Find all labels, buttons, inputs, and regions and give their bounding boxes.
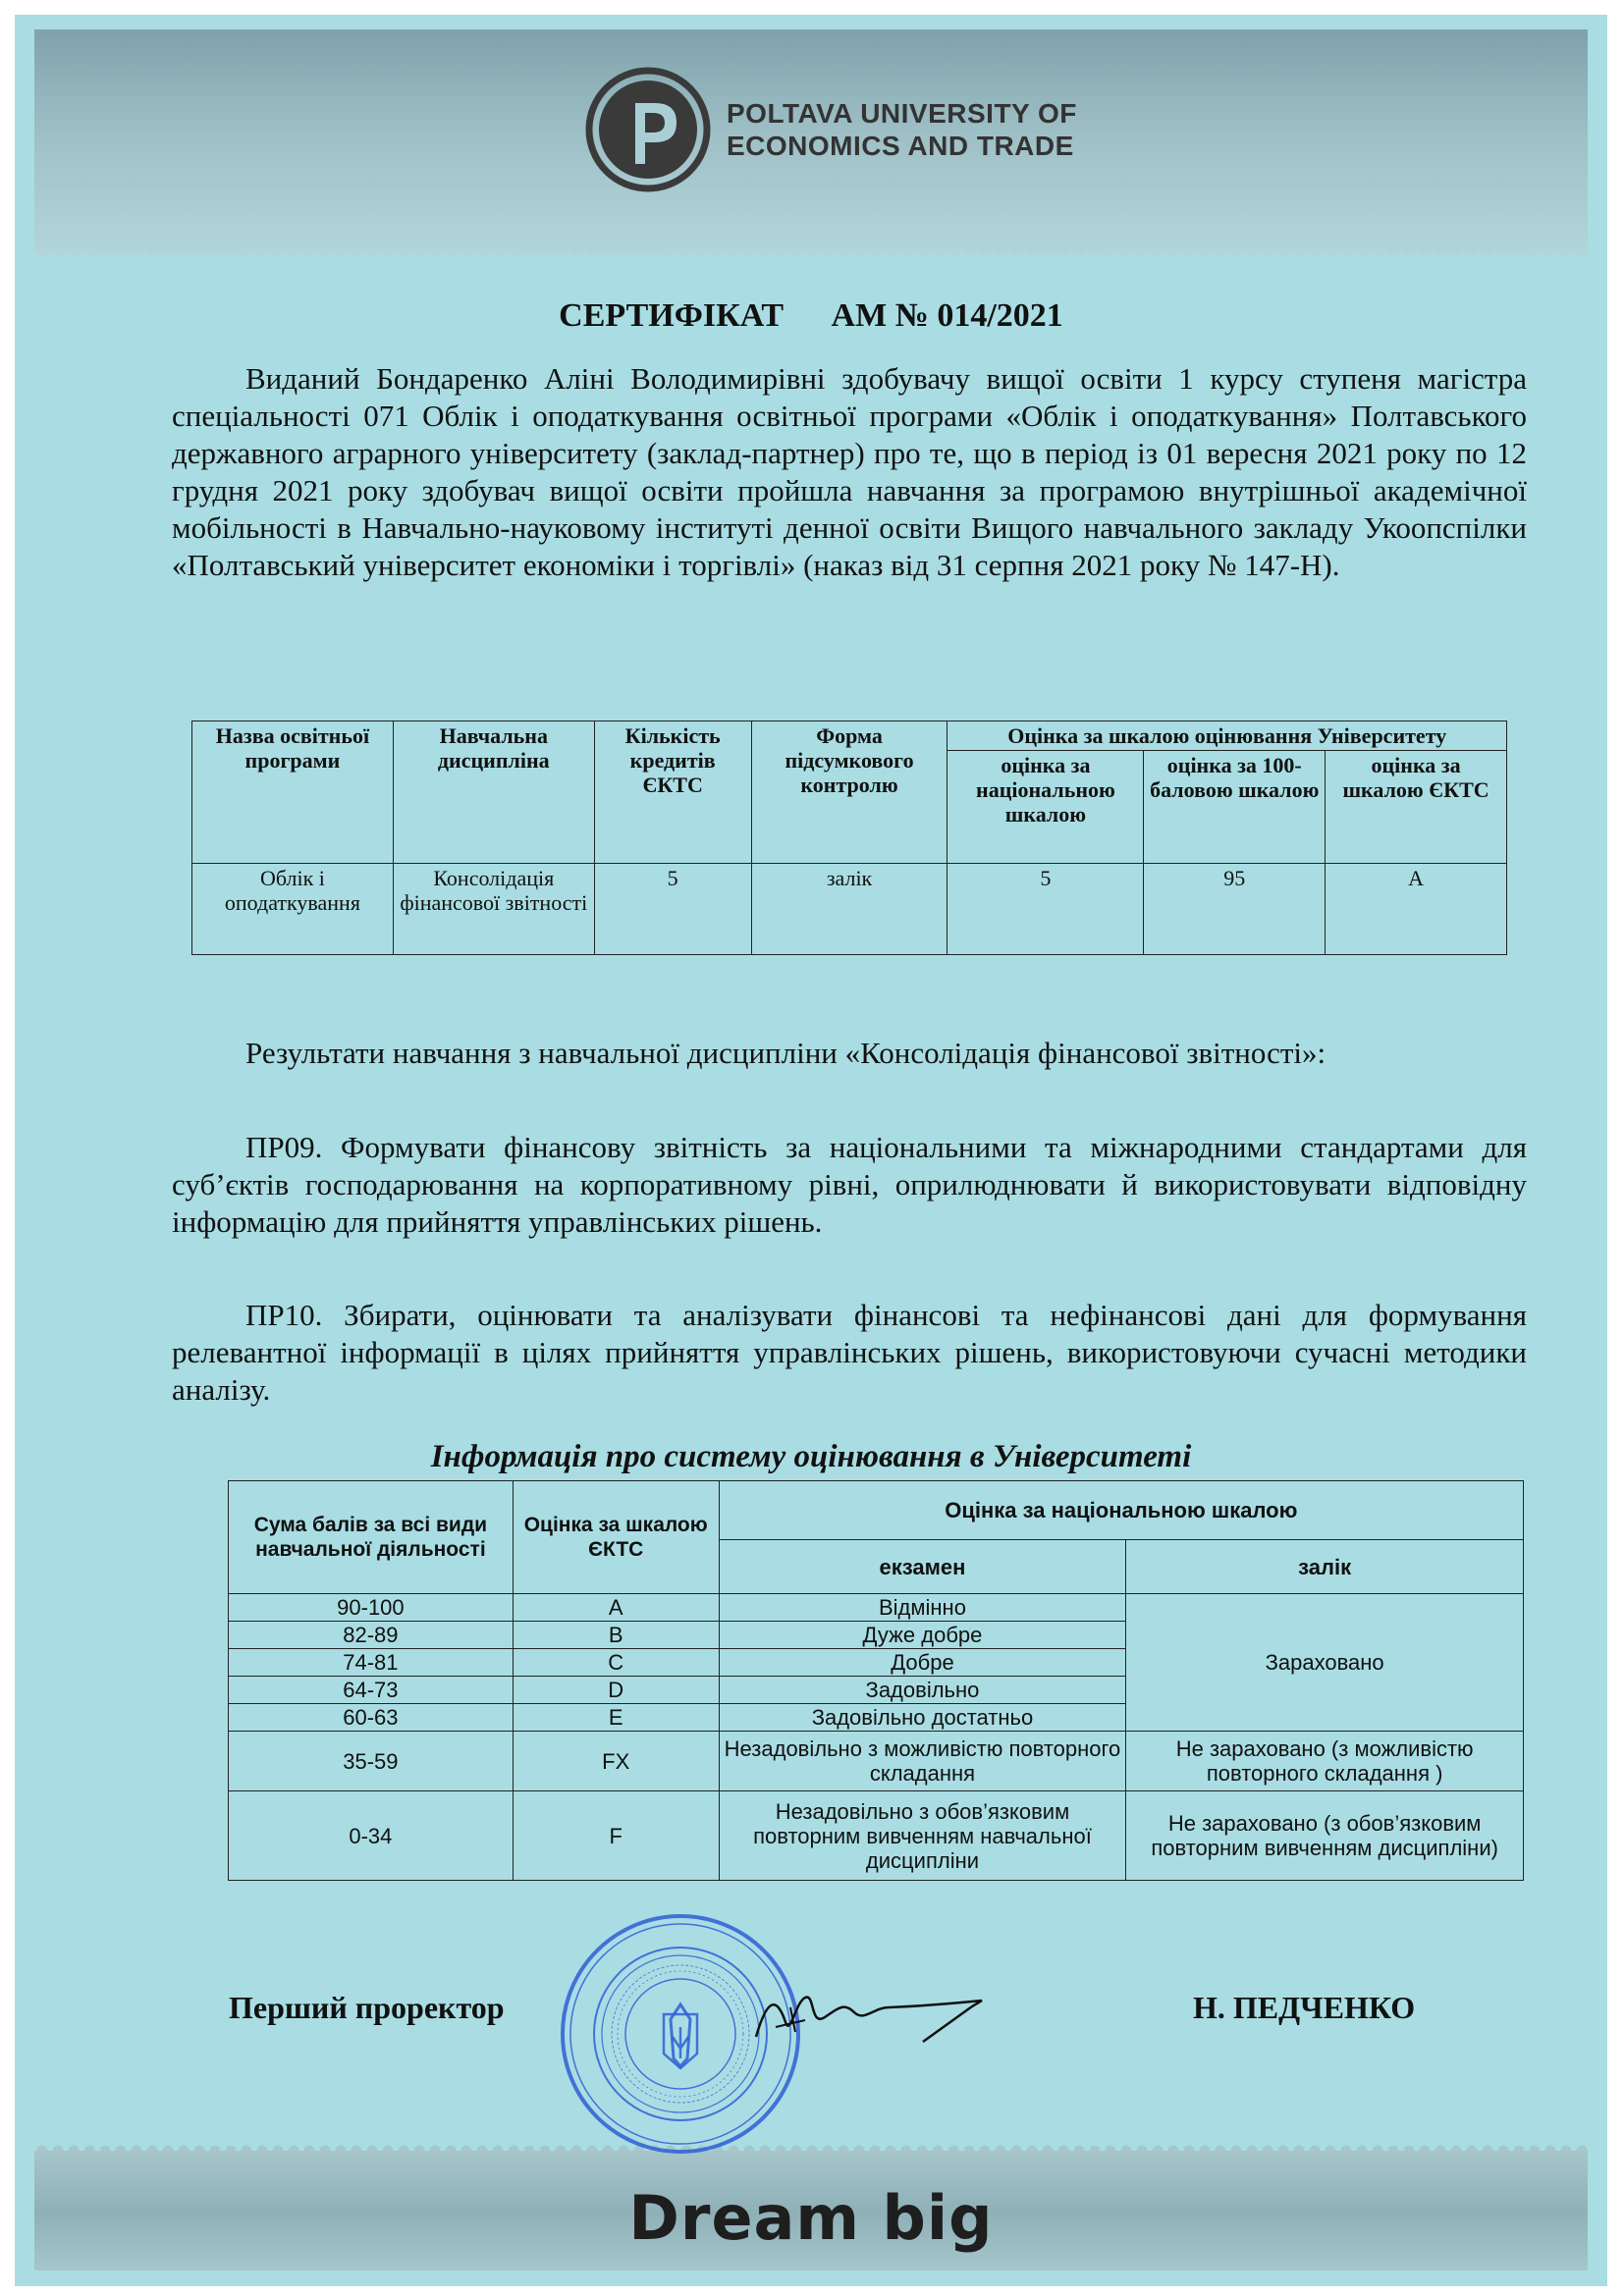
cell-ects: D xyxy=(513,1677,719,1704)
outcome-text: ПР10. Збирати, оцінювати та аналізувати фінансові та нефінансові дані для формування релевантної інформації в цілях прийняття управлінських рішень, використовуючи сучасні методики аналізу. xyxy=(172,1298,1527,1407)
cell-hundred: 95 xyxy=(1144,864,1326,955)
header-control-form: Форма підсумкового контролю xyxy=(751,721,947,864)
signatory-position: Перший проректор xyxy=(229,1990,505,2025)
footer-slogan: Dream big xyxy=(628,2182,994,2254)
band-edge xyxy=(34,252,1588,268)
cell-points: 90-100 xyxy=(229,1594,514,1622)
cell-points: 0-34 xyxy=(229,1791,514,1881)
intro-paragraph xyxy=(172,360,1527,584)
intro-text: Виданий Бондаренко Аліні Володимирівні здобувачу вищої освіти 1 курсу ступеня магістра спеціальності 071 Облік і оподаткування освітньої програми «Облік і оподаткування» Полтавського державного аграрного університету (заклад-партнер) про те, що в період із 01 вересня 2021 року по 12 грудня 2021 року здобувач вищої освіти пройшла навчання за програмою внутрішньої академічної мобільності в Навчально-науковому інституті денної освіти Вищого навчального закладу Укоопспілки «Полтавський університет економіки і торгівлі» (наказ від 31 серпня 2021 року № 147-Н). xyxy=(172,361,1527,582)
header-national: Оцінка за національною шкалою xyxy=(719,1481,1523,1540)
table-row xyxy=(229,1791,1524,1881)
certificate-title xyxy=(15,297,1607,335)
cell-exam: Незадовільно з обов’язковим повторним вивченням навчальної дисципліни xyxy=(719,1791,1126,1881)
table-header-row xyxy=(192,721,1507,751)
cell-points: 60-63 xyxy=(229,1704,514,1732)
cell-ects: B xyxy=(513,1622,719,1649)
cell-control-form: залік xyxy=(751,864,947,955)
header-exam: екзамен xyxy=(719,1540,1126,1594)
header-national: оцінка за національною шкалою xyxy=(947,751,1144,864)
course-table xyxy=(191,721,1507,955)
cell-ects: FX xyxy=(513,1732,719,1791)
cell-ects: A xyxy=(513,1594,719,1622)
table-row xyxy=(229,1594,1524,1622)
header-discipline: Навчальна дисципліна xyxy=(393,721,594,864)
certificate-page xyxy=(15,15,1607,2286)
cell-points: 64-73 xyxy=(229,1677,514,1704)
band-edge xyxy=(34,2135,1588,2151)
header-credit: залік xyxy=(1126,1540,1524,1594)
university-name-line2: ECONOMICS AND TRADE xyxy=(727,131,1074,161)
cell-ects: F xyxy=(513,1791,719,1881)
header-points: Сума балів за всі види навчальної діяльності xyxy=(229,1481,514,1594)
cell-ects: C xyxy=(513,1649,719,1677)
results-intro-text: Результати навчання з навчальної дисципліни «Консолідація фінансової звітності»: xyxy=(245,1036,1326,1070)
header-ects: Оцінка за шкалою ЄКТС xyxy=(513,1481,719,1594)
signature-icon xyxy=(746,1983,992,2052)
cell-discipline: Консолідація фінансової звітності xyxy=(393,864,594,955)
header-grade-group: Оцінка за шкалою оцінювання Університету xyxy=(947,721,1507,751)
cell-exam: Задовільно xyxy=(719,1677,1126,1704)
results-intro xyxy=(172,1035,1527,1072)
cell-credit-passed: Зараховано xyxy=(1126,1594,1524,1732)
header-hundred: оцінка за 100-баловою шкалою xyxy=(1144,751,1326,864)
university-name xyxy=(727,97,1077,162)
cell-national: 5 xyxy=(947,864,1144,955)
header-credits: Кількість кредитів ЄКТС xyxy=(594,721,751,864)
header-ects: оцінка за шкалою ЄКТС xyxy=(1326,751,1507,864)
cell-exam: Відмінно xyxy=(719,1594,1126,1622)
cell-points: 35-59 xyxy=(229,1732,514,1791)
cell-exam: Дуже добре xyxy=(719,1622,1126,1649)
university-logo-icon xyxy=(584,66,712,193)
cell-exam: Добре xyxy=(719,1649,1126,1677)
table-header-row xyxy=(229,1481,1524,1540)
outcome-pr09 xyxy=(172,1129,1527,1241)
cell-ects: A xyxy=(1326,864,1507,955)
cell-program: Облік і оподаткування xyxy=(192,864,394,955)
cell-points: 74-81 xyxy=(229,1649,514,1677)
header-program: Назва освітньої програми xyxy=(192,721,394,864)
grading-table xyxy=(228,1480,1524,1881)
cell-points: 82-89 xyxy=(229,1622,514,1649)
certificate-number: АМ № 014/2021 xyxy=(831,297,1063,334)
cell-ects: E xyxy=(513,1704,719,1732)
cell-credit: Не зараховано (з обов’язковим повторним вивченням дисципліни) xyxy=(1126,1791,1524,1881)
table-row xyxy=(192,864,1507,955)
cell-exam: Задовільно достатньо xyxy=(719,1704,1126,1732)
cell-credits: 5 xyxy=(594,864,751,955)
cell-credit: Не зараховано (з можливістю повторного складання ) xyxy=(1126,1732,1524,1791)
outcome-text: ПР09. Формувати фінансову звітність за національними та міжнародними стандартами для суб’єктів господарювання на корпоративному рівні, оприлюднювати й використовувати відповідну інформацію для прийняття управлінських рішень. xyxy=(172,1130,1527,1239)
certificate-title-word: СЕРТИФІКАТ xyxy=(559,297,785,334)
cell-exam: Незадовільно з можливістю повторного складання xyxy=(719,1732,1126,1791)
outcome-pr10 xyxy=(172,1297,1527,1409)
grading-table-caption: Інформація про систему оцінювання в Університеті xyxy=(430,1439,1192,1474)
table-row xyxy=(229,1732,1524,1791)
signatory-name: Н. ПЕДЧЕНКО xyxy=(1193,1990,1416,2025)
university-name-line1: POLTAVA UNIVERSITY OF xyxy=(727,98,1077,129)
